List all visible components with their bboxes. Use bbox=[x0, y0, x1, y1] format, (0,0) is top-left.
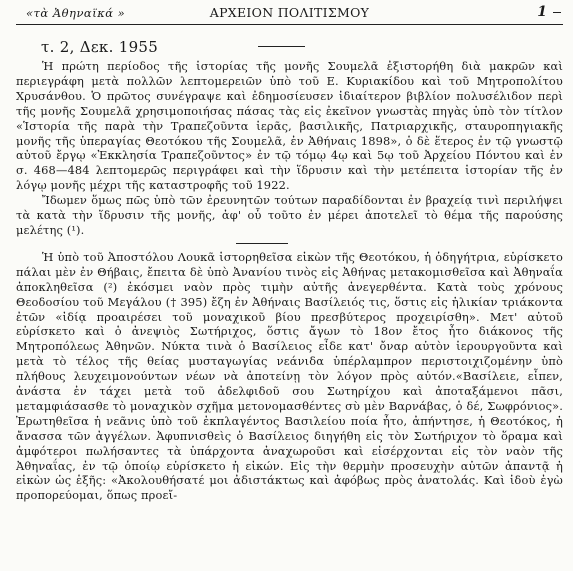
paragraph: Ἴδωμεν ὅμως πῶς ὑπὸ τῶν ἐρευνητῶν τούτων παραδίδονται ἐν βραχείᾳ τινὶ περιλήψει τὰ κατὰ τὴν ἵδρυσιν τῆς μονῆς, ἀφ' οὗ τοῦτο ἐν μέρει ἀποτελεῖ τὸ θέμα τῆς παρούσης μελέτης (¹). bbox=[16, 193, 563, 237]
page-header bbox=[16, 0, 563, 25]
paragraph: Ἡ πρώτη περίοδος τῆς ἱστορίας τῆς μονῆς Σουμελᾶ ἐξιστορήθη διὰ μακρῶν καὶ περιεγράφη μετὰ πολλῶν λεπτομερειῶν ὑπὸ τοῦ Ε. Κυριακίδου καὶ τοῦ Μητροπολίτου Χρυσάνθου. Ὁ πρῶτος συνέγραψε καὶ ἐδημοσίευσεν ἰδιαίτερον βιβλίον πολυσέλιδον περὶ τῆς μονῆς Σουμελᾶ χρησιμοποιήσας πάσας τὰς εἰς ἐκεῖνον γνωστὰς πηγὰς ὑπὸ τὸν τίτλον «Ἱστορία τῆς παρὰ τὴν Τραπεζοῦντα ἱερᾶς, βασιλικῆς, Πατριαρχικῆς, σταυροπηγιακῆς μονῆς τῆς ὑπεραγίας Θεοτόκου τῆς Σουμελᾶ, ἐν Ἀθήναις 1898», ὁ δὲ ἕτερος ἐν τῷ γνωστῷ αὐτοῦ ἔργῳ «Ἐκκλησία Τραπεζοῦντος» ἐν τῷ τόμῳ 4ῳ καὶ 5ῳ τοῦ Ἀρχείου Πόντου καὶ ἐν σ. 468—484 λεπτομερῶς περιγράφει καὶ τὴν ἵδρυσιν καὶ τὴν μετέπειτα ἱστορίαν τῆς ἐν λόγῳ μονῆς μέχρι τῆς καταστροφῆς τοῦ 1922. bbox=[16, 59, 563, 193]
running-title: «τὰ Ἀθηναϊκά » bbox=[26, 6, 126, 20]
issue-rule bbox=[258, 46, 305, 47]
article-body bbox=[16, 59, 563, 503]
page-number: 1 bbox=[537, 4, 547, 20]
issue-info: τ. 2, Δεκ. 1955 bbox=[41, 38, 159, 56]
paragraph: Ἡ ὑπὸ τοῦ Ἀποστόλου Λουκᾶ ἱστορηθεῖσα εἰκὼν τῆς Θεοτόκου, ἡ ὁδηγήτρια, εὑρίσκετο πάλαι μὲν ἐν Θήβαις, ἔπειτα δὲ ὑπὸ Ἀνανίου τινὸς εἰς Ἀθήνας μετακομισθεῖσα καὶ Ἀθηναΐα ἀποκληθεῖσα (²) ἐκόσμει ναὸν πρὸς τιμὴν αὐτῆς ἀνεγερθέντα. Κατὰ τοὺς χρόνους Θεοδοσίου τοῦ Μεγάλου († 395) ἔζη ἐν Ἀθήναις Βασίλειός τις, ὅστις εἰς ἡλικίαν τριάκοντα ἐτῶν «ἰδίᾳ προαιρέσει τοῦ μοναχικοῦ βίου πρεσβύτερος προχειρίσθη». Μετ' αὐτοῦ εὑρίσκετο καὶ ὁ ἀνεψιὸς Σωτήριχος, ὅστις ἄγων τὸ 18ον ἔτος ἦτο διάκονος τῆς Μητροπόλεως Ἀθηνῶν. Νύκτα τινὰ ὁ Βασίλειος εἶδε κατ' ὄναρ αὐτὸν ἱερουργοῦντα καὶ μετὰ τὸ τέλος τῆς θείας μυσταγωγίας νεάνιδα ὑπέρλαμπρον περιστοιχιζομένην ὑπὸ πλήθους λευχειμονούντων νέων νὰ ἀποτείνῃ τὸν λόγον πρὸς αὐτόν.«Βασίλειε, εἶπεν, ἀνάστα ἐν τάχει μετὰ τοῦ ἀδελφιδοῦ σου Σωτηρίχου καὶ ἀποταξάμενοι πᾶσι, μεταμφιάσασθε τὸ μοναχικὸν σχῆμα μετονομασθέντες σὺ μὲν Βαρνάβας, ὁ δέ, Σωφρόνιος». Ἐρωτηθεῖσα ἡ νεᾶνις ὑπὸ τοῦ ἐκπλαγέντος Βασιλείου ποία ἦτο, ἀπήντησε, ἡ Θεοτόκος, ἡ ἄνασσα τῶν ἀγγέλων. Ἀφυπνισθεὶς ὁ Βασίλειος διηγήθη εἰς τὸν Σωτήριχον τὸ ὅραμα καὶ ἀμφότεροι πωλήσαντες τὰ ὑπάρχοντα ἀναχωροῦσι καὶ εἰσέρχονται εἰς τὸν ναὸν τῆς Ἀθηναΐας, ἐν τῷ ὁποίῳ εὑρίσκετο ἡ εἰκών. Εἰς τὴν θερμὴν προσευχὴν αὐτῶν ἀπαντᾷ ἡ εἰκὼν ὡς ἑξῆς: «Ἀκολουθήσατέ μοι ἀδιστάκτως καὶ ἀφόβως πρὸς ἀνατολάς. Καὶ ἰδοὺ ἐγὼ προπορεύομαι, ὅπως προεἴ- bbox=[16, 249, 563, 503]
header-rule-mark bbox=[553, 12, 561, 13]
section-rule bbox=[236, 243, 288, 244]
journal-title: ΑΡΧΕΙΟΝ ΠΟΛΙΤΙΣΜΟΥ bbox=[209, 5, 370, 20]
